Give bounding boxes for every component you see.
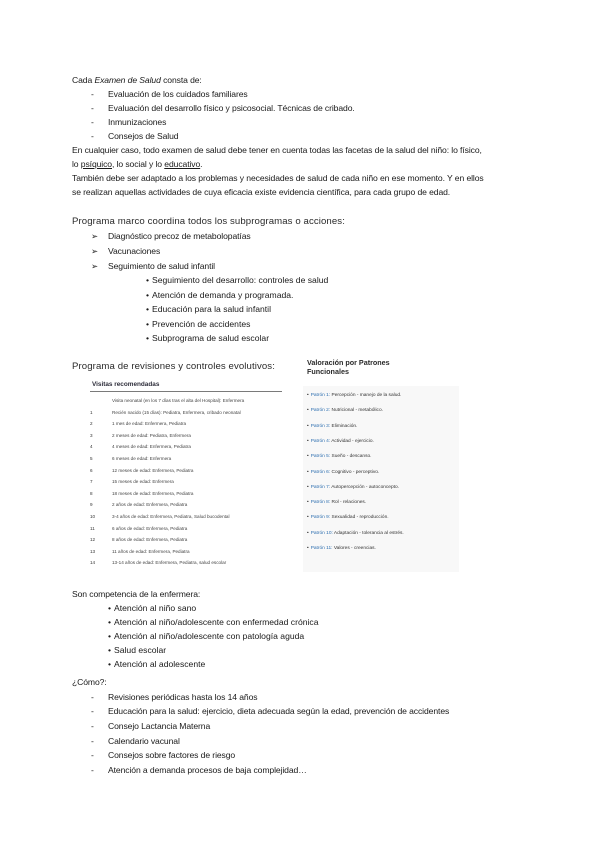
visit-number: 10 [90,514,96,519]
visit-text: 2 años de edad: Enfermera, Pediatra [112,502,188,508]
pattern-text: Adaptación - tolerancia al estrés. [333,530,404,536]
bullet-icon: • [307,393,309,398]
visit-row [90,534,280,545]
nursing-item: • Atención al adolescente [108,658,205,670]
visit-row [90,418,280,429]
visits-divider [90,391,282,392]
dash-marker: - [91,765,94,775]
visit-number: 5 [90,456,93,461]
how-heading: ¿Cómo?: [72,677,107,687]
visit-row [90,499,280,510]
program-sub-item: • Prevención de accidentes [146,318,250,330]
pattern-text: Cognitivo - perceptivo. [331,469,380,475]
paragraph-line: lo psíquico, lo social y lo educativo. [72,159,203,169]
nursing-heading: Son competencia de la enfermera: [72,589,201,599]
visit-number: 12 [90,537,96,543]
visit-number: 13 [90,548,96,554]
how-item: Calendario vacunal [108,736,180,746]
pattern-text: Percepción - manejo de la salud. [331,393,402,398]
dash-marker: - [91,117,94,127]
visit-row [90,395,280,406]
program-sub-item: • Seguimiento del desarrollo: controles de salud [146,274,328,286]
visit-row [90,465,280,476]
how-item: Consejo Lactancia Materna [108,721,211,731]
visit-text: 3-4 años de edad: Enfermera, Pediatra, Salud bucodental [112,514,230,519]
visit-row [90,523,280,534]
visit-text: 4 meses de edad: Enfermera, Pediatra [112,444,191,450]
exam-item: Evaluación del desarrollo físico y psicosocial. Técnicas de cribado. [108,103,355,113]
how-item: Atención a demanda procesos de baja complejidad… [108,765,307,775]
how-item: Revisiones periódicas hasta los 14 años [108,692,258,702]
bullet-icon: • [307,515,309,521]
program-sub-item: • Educación para la salud infantil [146,303,271,315]
nursing-item: • Salud escolar [108,644,166,656]
visit-text: 8 años de edad: Enfermera, Pediatra [112,537,188,543]
pattern-label: Patrón 1: [310,393,331,398]
program-sub-item: • Subprograma de salud escolar [146,332,269,344]
visit-row [90,511,280,522]
pattern-row [307,484,399,492]
bullet-icon: • [307,408,309,414]
visits-title: Visitas recomendadas [92,381,160,388]
pattern-label: Patrón 11: [310,546,333,551]
bullet-icon: • [307,530,309,536]
pattern-label: Patrón 8: [310,500,331,506]
visit-text: 6 años de edad: Enfermera, Pediatra [112,525,188,531]
visit-number: 4 [90,444,93,450]
visit-text: 2 meses de edad: Pediatra, Enfermera [112,432,191,438]
visit-text: 1 mes de edad: Enfermera, Pediatra [112,421,187,427]
visit-row [90,453,280,464]
bullet-icon: • [307,469,309,475]
visit-text: 15 meses de edad: Enfermera [112,479,174,485]
arrow-marker: ➢ [91,231,99,241]
exam-item: Evaluación de los cuidados familiares [108,89,248,99]
visit-text: 11 años de edad: Enfermera, Pediatra [112,548,190,554]
pattern-row [307,530,404,538]
pattern-row [307,423,357,431]
visit-text: 18 meses de edad: Enfermera, Pediatra [112,490,194,496]
dash-marker: - [91,103,94,113]
pattern-label: Patrón 2: [310,408,331,414]
pattern-text: Eliminación. [331,423,358,429]
pattern-row [307,392,401,400]
visit-number: 9 [90,502,93,508]
patterns-image [303,356,459,572]
visit-number: 14 [90,560,96,566]
how-item: Consejos sobre factores de riesgo [108,750,236,760]
exam-intro-line: Cada Examen de Salud consta de: [72,75,202,85]
pattern-label: Patrón 7: [310,484,331,490]
pattern-text: Sexualidad - reproducción. [331,515,389,521]
pattern-text: Rol - relaciones. [331,500,367,506]
pattern-text: Autopercepción - autoconcepto. [331,484,399,490]
pattern-label: Patrón 3: [310,423,331,429]
visit-text: Visita neonatal (en los 7 días tras el alta del Hospital): Enfermera [112,398,245,403]
visit-number: 11 [90,525,95,531]
visit-text: 12 meses de edad: Enfermera, Pediatra [112,467,194,473]
patterns-panel [303,386,459,572]
paragraph-line: En cualquier caso, todo examen de salud debe tener en cuenta todas las facetas de la salud del niño: lo físico, [72,145,482,155]
bullet-icon: • [307,484,309,490]
visit-row [90,430,280,441]
dash-marker: - [91,89,94,99]
paragraph-line: También debe ser adaptado a los problemas y necesidades de salud de cada niño en ese momento. Y en ellos [72,173,484,183]
visit-number: 3 [90,432,93,438]
exam-item: Inmunizaciones [108,117,167,127]
nursing-item: • Atención al niño/adolescente con patología aguda [108,630,304,642]
dash-marker: - [91,131,94,141]
bullet-icon: • [307,546,309,551]
pattern-text: Sueño - descanso. [331,454,372,460]
pattern-row [307,499,366,507]
revisions-heading: Programa de revisiones y controles evolutivos: [72,361,275,372]
pattern-text: Valores - creencias. [333,546,376,551]
pattern-label: Patrón 4: [310,438,331,444]
dash-marker: - [91,736,94,746]
visit-row [90,441,280,452]
pattern-label: Patrón 10: [310,530,333,536]
pattern-row [307,407,383,415]
pattern-row [307,469,379,477]
visits-image [86,376,286,569]
arrow-marker: ➢ [91,246,99,256]
pattern-label: Patrón 5: [310,454,331,460]
visit-number: 1 [90,409,93,415]
program-sub-item: • Atención de demanda y programada. [146,289,293,301]
visit-row [90,546,280,557]
bullet-icon: • [307,500,309,506]
pattern-label: Patrón 6: [310,469,331,475]
visit-text: Recién nacido (15 días): Pediatra, Enfermera, cribado neonatal [112,409,241,415]
exam-item: Consejos de Salud [108,131,179,141]
program-item: Diagnóstico precoz de metabolopatías [108,231,251,241]
program-item: Vacunaciones [108,246,161,256]
visit-number: 6 [90,467,93,473]
bullet-icon: • [307,438,309,444]
bullet-icon: • [307,423,309,429]
dash-marker: - [91,706,94,716]
pattern-row [307,545,376,553]
visit-text: 13-14 años de edad: Enfermera, Pediatra, salud escolar [112,560,227,566]
pattern-row [307,438,374,446]
visit-row [90,488,280,499]
dash-marker: - [91,692,94,702]
visit-row [90,407,280,418]
program-item: Seguimiento de salud infantil [108,261,215,271]
program-heading: Programa marco coordina todos los subprogramas o acciones: [72,216,345,227]
visit-text: 6 meses de edad: Enfermera [112,456,172,461]
visit-number: 2 [90,421,93,427]
pattern-text: Nutricional - metabólico. [331,408,383,414]
pattern-text: Actividad - ejercicio. [331,438,374,444]
nursing-item: • Atención al niño sano [108,602,196,614]
nursing-item: • Atención al niño/adolescente con enfermedad crónica [108,616,319,628]
dash-marker: - [91,750,94,760]
paragraph-line: se realizan aquellas actividades de cuya eficacia existe evidencia científica, para cada grupo de edad. [72,187,451,197]
bullet-icon: • [307,454,309,460]
visit-number: 8 [90,490,93,496]
pattern-label: Patrón 9: [310,515,331,521]
pattern-row [307,453,372,461]
visit-number: 7 [90,479,93,485]
pattern-row [307,514,389,522]
arrow-marker: ➢ [91,261,99,271]
dash-marker: - [91,721,94,731]
visit-row [90,557,280,568]
visit-row [90,476,280,487]
how-item: Educación para la salud: ejercicio, dieta adecuada según la edad, prevención de accidentes [108,706,450,716]
patterns-title: Valoración por Patrones Funcionales [307,358,390,376]
